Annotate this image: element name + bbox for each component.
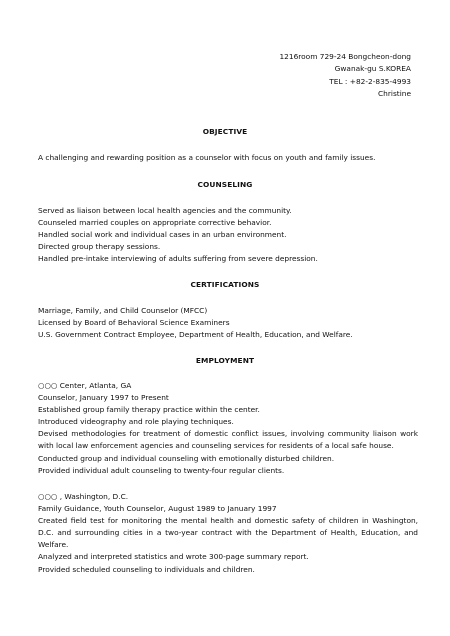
- list-item: Introduced videography and role playing techniques.: [38, 417, 234, 427]
- employment-heading: EMPLOYMENT: [195, 356, 255, 365]
- list-item: Served as liaison between local health agencies and the community.: [38, 206, 292, 215]
- list-item: U.S. Government Contract Employee, Department of Health, Education, and Welfare.: [38, 330, 353, 340]
- counseling-section: [38, 205, 418, 265]
- list-item: Conducted group and individual counseling with emotionally disturbed children.: [38, 453, 335, 463]
- employment-job: [38, 380, 418, 477]
- employment-job: [38, 491, 418, 576]
- address-line: 1216room 729-24 Bongcheon-dong: [279, 52, 411, 61]
- list-item: Licensed by Board of Behavioral Science Examiners: [38, 318, 230, 328]
- list-item: Created field test for monitoring the mental health and domestic safety of children in Washington, D.C. and surrounding cities in a two-year contract with the Department of Health, Education, and Welfare.: [38, 516, 418, 550]
- list-item: Established group family therapy practice within the center.: [38, 405, 260, 415]
- objective-section: [38, 152, 418, 164]
- objective-heading: OBJECTIVE: [202, 127, 248, 136]
- objective-text: A challenging and rewarding position as a counselor with focus on youth and family issues.: [38, 153, 376, 162]
- job-title: Counselor, January 1997 to Present: [38, 393, 169, 403]
- list-item: Counseled married couples on appropriate corrective behavior.: [38, 218, 272, 228]
- employer-name: ○○○ , Washington, D.C.: [38, 492, 129, 501]
- list-item: Marriage, Family, and Child Counselor (MFCC): [38, 306, 208, 315]
- list-item: Directed group therapy sessions.: [38, 242, 161, 252]
- list-item: Provided scheduled counseling to individuals and children.: [38, 564, 255, 574]
- list-item: Handled pre-intake interviewing of adults suffering from severe depression.: [38, 254, 318, 264]
- job-title: Family Guidance, Youth Counselor, August 1989 to January 1997: [38, 504, 277, 514]
- address-city: Gwanak-gu S.KOREA: [334, 64, 411, 74]
- list-item: Handled social work and individual cases in an urban environment.: [38, 230, 287, 240]
- employer-name: ○○○ Center, Atlanta, GA: [38, 381, 132, 390]
- phone-number: TEL : +82-2-835-4993: [329, 76, 411, 86]
- certifications-section: [38, 305, 418, 341]
- applicant-name: Christine: [378, 89, 411, 99]
- contact-block: [279, 51, 411, 101]
- list-item: Provided individual adult counseling to twenty-four regular clients.: [38, 465, 285, 475]
- certifications-heading: CERTIFICATIONS: [190, 280, 260, 289]
- list-item: Analyzed and interpreted statistics and wrote 300-page summary report.: [38, 552, 309, 562]
- list-item: Devised methodologies for treatment of domestic conflict issues, involving community liaison work with local law enforcement agencies and counseling services for residents of a local safe house.: [38, 429, 418, 451]
- counseling-heading: COUNSELING: [197, 180, 253, 189]
